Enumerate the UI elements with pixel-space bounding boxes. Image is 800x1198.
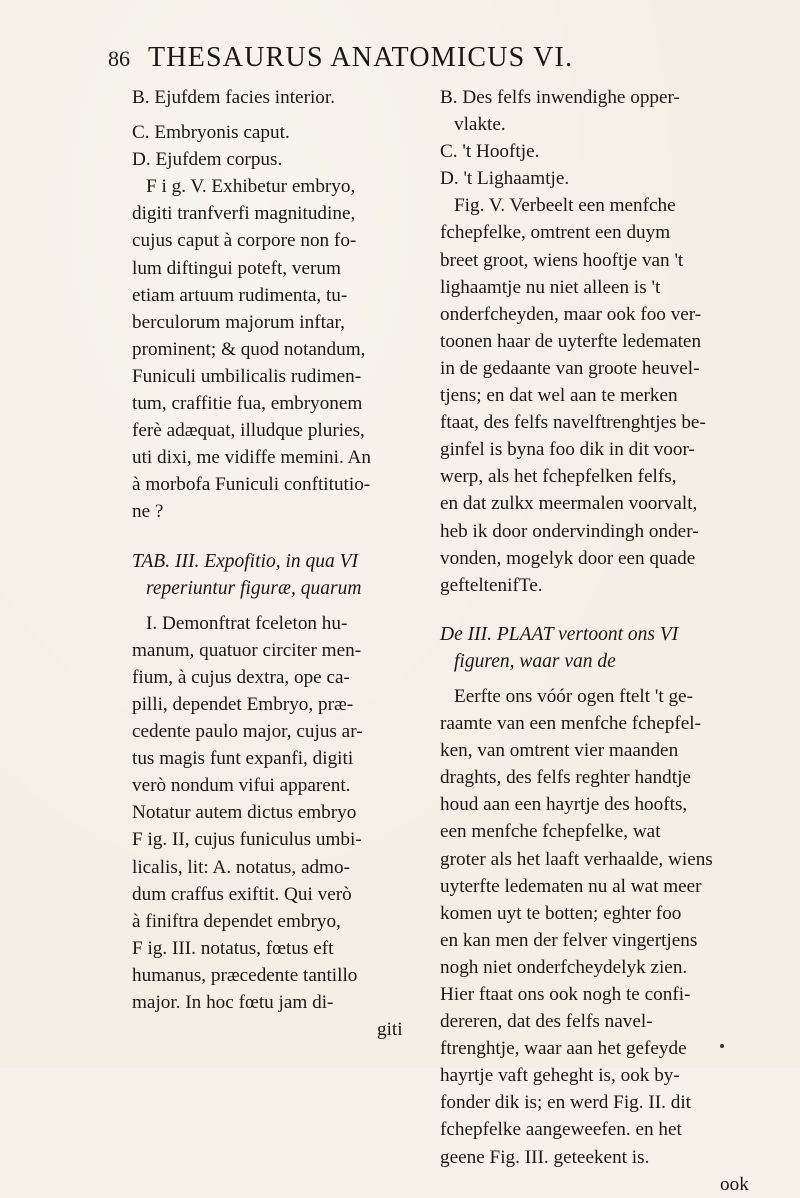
text-line: een menfche fchepfelke, wat: [440, 821, 661, 843]
text-line: draghts, des felfs reghter handtje: [440, 767, 691, 789]
text-line: humanus, præcedente tantillo: [132, 964, 358, 986]
text-line: nogh niet onderfcheydelyk zien.: [440, 956, 688, 978]
text-line: berculorum majorum inftar,: [132, 311, 345, 333]
text-line: onderfcheyden, maar ook foo ver-: [440, 303, 702, 325]
text-line: D. Ejufdem corpus.: [132, 149, 283, 171]
text-line: groter als het laaft verhaalde, wiens: [440, 848, 713, 870]
text-line: B. Ejufdem facies interior.: [132, 87, 336, 108]
text-line: tum, craffitie fua, embryonem: [132, 393, 363, 415]
catchword: giti: [377, 1019, 403, 1041]
text-line: dum craffus exiftit. Qui verò: [132, 883, 352, 905]
text-line: ginfel is byna foo dik in dit voor-: [440, 439, 695, 461]
text-line: C. 't Hooftje.: [440, 141, 540, 163]
text-line: C. Embryonis caput.: [132, 122, 290, 144]
text-line: breet groot, wiens hooftje van 't: [440, 249, 684, 271]
text-line: cedente paulo major, cujus ar-: [132, 721, 363, 743]
text-line: in de gedaante van groote heuvel-: [440, 357, 700, 379]
text-line: fchepfelke, omtrent een duym: [440, 222, 671, 244]
text-line: licalis, lit: A. notatus, admo-: [132, 856, 350, 878]
text-line: ne ?: [132, 501, 164, 523]
text-line: uti dixi, me vidiffe memini. An: [132, 447, 371, 469]
text-line: Funiculi umbilicalis rudimen-: [132, 365, 362, 387]
text-line: ftrenghtje, waar aan het gefeyde: [440, 1038, 687, 1060]
text-line: tus magis funt expanfi, digiti: [132, 748, 354, 770]
text-line: ken, van omtrent vier maanden: [440, 740, 679, 762]
text-line: D. 't Lighaamtje.: [440, 168, 570, 190]
text-line: lum diftingui poteft, verum: [132, 257, 341, 279]
text-line: uyterfte ledematen nu al wat meer: [440, 875, 702, 897]
text-line: ftaat, des felfs navelftrenghtjes be-: [440, 412, 706, 434]
catchword: ook: [720, 1173, 749, 1195]
text-line: geene Fig. III. geteekent is.: [440, 1146, 650, 1168]
section-heading: De III. PLAAT vertoont ons VI: [440, 623, 679, 645]
text-line: tjens; en dat wel aan te merken: [440, 385, 678, 407]
latin-column: [132, 84, 432, 1043]
text-line: Eerfte ons vóór ogen ftelt 't ge-: [454, 685, 693, 707]
section-heading: figuren, waar van de: [454, 650, 616, 672]
section-heading: TAB. III. Expofitio, in qua VI: [132, 550, 359, 572]
text-line: Fig. V. Verbeelt een menfche: [454, 195, 676, 217]
text-line: vlakte.: [454, 114, 506, 136]
text-line: dereren, dat des felfs navel-: [440, 1011, 653, 1033]
text-line: B. Des felfs inwendighe opper-: [440, 87, 680, 108]
text-line: komen uyt te botten; eghter foo: [440, 902, 682, 924]
text-line: werp, als het fchepfelken felfs,: [440, 466, 677, 488]
text-line: digiti tranfverfi magnitudine,: [132, 203, 356, 225]
text-line: à finiftra dependet embryo,: [132, 910, 341, 932]
text-line: raamte van een menfche fchepfel-: [440, 713, 701, 735]
section-heading: reperiuntur figuræ, quarum: [146, 577, 362, 599]
text-line: prominent; & quod notandum,: [132, 338, 366, 360]
text-line: I. Demonftrat fceleton hu-: [146, 612, 348, 634]
text-line: Notatur autem dictus embryo: [132, 802, 357, 824]
ink-speck: [720, 1044, 724, 1048]
text-line: manum, quatuor circiter men-: [132, 639, 362, 661]
text-line: pilli, dependet Embryo, præ-: [132, 693, 354, 715]
running-title: THESAURUS ANATOMICUS VI.: [148, 42, 574, 73]
text-line: lighaamtje nu niet alleen is 't: [440, 276, 661, 298]
running-head: [108, 42, 768, 86]
text-line: verò nondum vifui apparent.: [132, 775, 351, 797]
text-line: ferè adæquat, illudque pluries,: [132, 420, 365, 442]
text-line: houd aan een hayrtje des hoofts,: [440, 794, 688, 816]
text-line: Hier ftaat ons ook nogh te confi-: [440, 984, 691, 1005]
text-line: vonden, mogelyk door een quade: [440, 547, 696, 569]
page-number: 86: [108, 46, 130, 71]
text-line: à morbofa Funiculi conftitutio-: [132, 474, 371, 496]
text-line: fchepfelke aangeweefen. en het: [440, 1119, 682, 1141]
dutch-column: [440, 84, 760, 1198]
text-line: toonen haar de uyterfte ledematen: [440, 330, 702, 352]
text-line: en kan men der felver vingertjens: [440, 929, 698, 951]
text-line: heb ik door ondervindingh onder-: [440, 520, 699, 542]
text-line: cujus caput à corpore non fo-: [132, 230, 357, 252]
text-line: fonder dik is; en werd Fig. II. dit: [440, 1092, 691, 1114]
text-line: fium, à cujus dextra, ope ca-: [132, 666, 350, 688]
text-line: etiam artuum rudimenta, tu-: [132, 284, 348, 306]
text-line: hayrtje vaft geheght is, ook by-: [440, 1065, 680, 1087]
text-line: F ig. II, cujus funiculus umbi-: [132, 829, 362, 851]
text-line: gefteltenifTe.: [440, 574, 543, 596]
text-line: F i g. V. Exhibetur embryo,: [146, 176, 356, 198]
text-line: F ig. III. notatus, fœtus eft: [132, 937, 334, 959]
text-line: major. In hoc fœtu jam di-: [132, 992, 334, 1013]
text-line: en dat zulkx meermalen voorvalt,: [440, 493, 698, 515]
